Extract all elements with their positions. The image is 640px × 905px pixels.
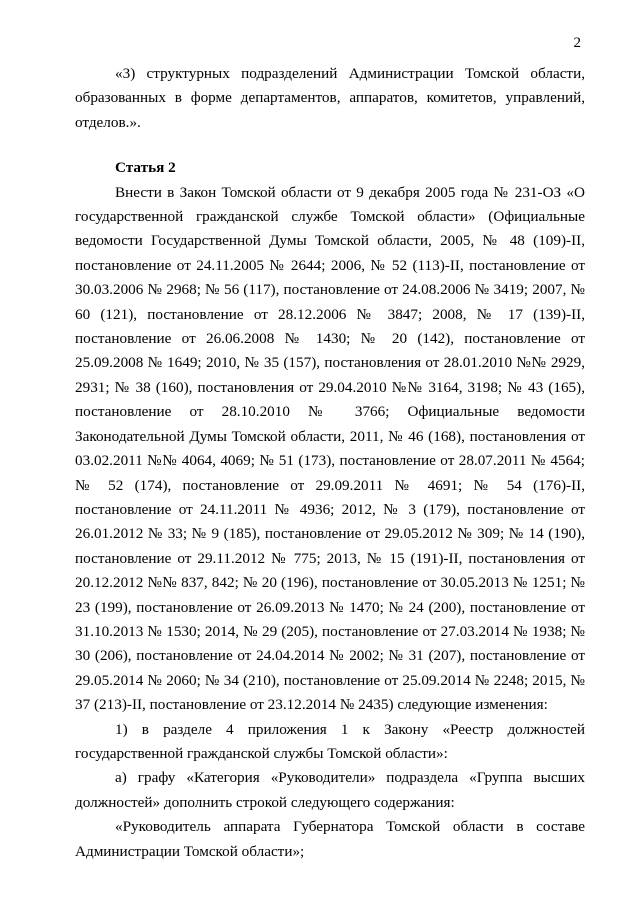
paragraph-quoted-position: «Руководитель аппарата Губернатора Томской области в составе Администрации Томской области»; bbox=[75, 818, 585, 860]
paragraph-amendment-intro: Внести в Закон Томской области от 9 декабря 2005 года № 231-ОЗ «О государственной гражданской службе Томской области» (Официальные ведомости Государственной Думы Томской области, 2005, № 48 (109)-II, постановление от 24.11.2005 № 2644; 2006, № 52 (113)-II, постановление от 30.03.2006 № 2968; № 56 (117), постановление от 24.08.2006 № 3419; 2007, № 60 (121), постановление от 28.12.2006 № 3847; 2008, № 17 (139)-II, постановление от 26.06.2008 № 1430; № 20 (142), постановление от 25.09.2008 № 1649; 2010, № 35 (157), постановления от 28.01.2010 №№ 2929, 2931; № 38 (160), постановления от 29.04.2010 №№ 3164, 3198; № 43 (165), постановление от 28.10.2010 № 3766; Официальные ведомости Законодательной Думы Томской области, 2011, № 46 (168), постановления от 03.02.2011 №№ 4064, 4069; № 51 (173), постановление от 28.07.2011 № 4564; № 52 (174), постановление от 29.09.2011 № 4691; № 54 (176)-II, постановление от 24.11.2011 № 4936; 2012, № 3 (179), постановление от 26.01.2012 № 33; № 9 (185), постановление от 29.05.2012 № 309; № 14 (190), постановление от 29.11.2012 № 775; 2013, № 15 (191)-II, постановления от 20.12.2012 №№ 837, 842; № 20 (196), постановление от 30.05.2013 № 1251; № 23 (199), постановление от 26.09.2013 № 1470; № 24 (200), постановление от 31.10.2013 № 1530; 2014, № 29 (205), постановление от 27.03.2014 № 1938; № 30 (206), постановление от 24.04.2014 № 2002; № 31 (207), постановление от 29.05.2014 № 2060; № 34 (210), постановление от 25.09.2014 № 2248; 2015, № 37 (213)-II, постановление от 23.12.2014 № 2435) следующие изменения: bbox=[75, 183, 585, 714]
document-body bbox=[75, 62, 585, 864]
paragraph-item-3: «3) структурных подразделений Администрации Томской области, образованных в форме департаментов, аппаратов, комитетов, управлений, отделов.». bbox=[75, 65, 585, 131]
page-number: 2 bbox=[573, 35, 581, 51]
paragraph-subpoint-a: а) графу «Категория «Руководители» подраздела «Группа высших должностей» дополнить строкой следующего содержания: bbox=[75, 769, 585, 811]
article-heading: Статья 2 bbox=[115, 159, 176, 177]
paragraph-point-1: 1) в разделе 4 приложения 1 к Закону «Реестр должностей государственной гражданской службы Томской области»: bbox=[75, 720, 585, 762]
